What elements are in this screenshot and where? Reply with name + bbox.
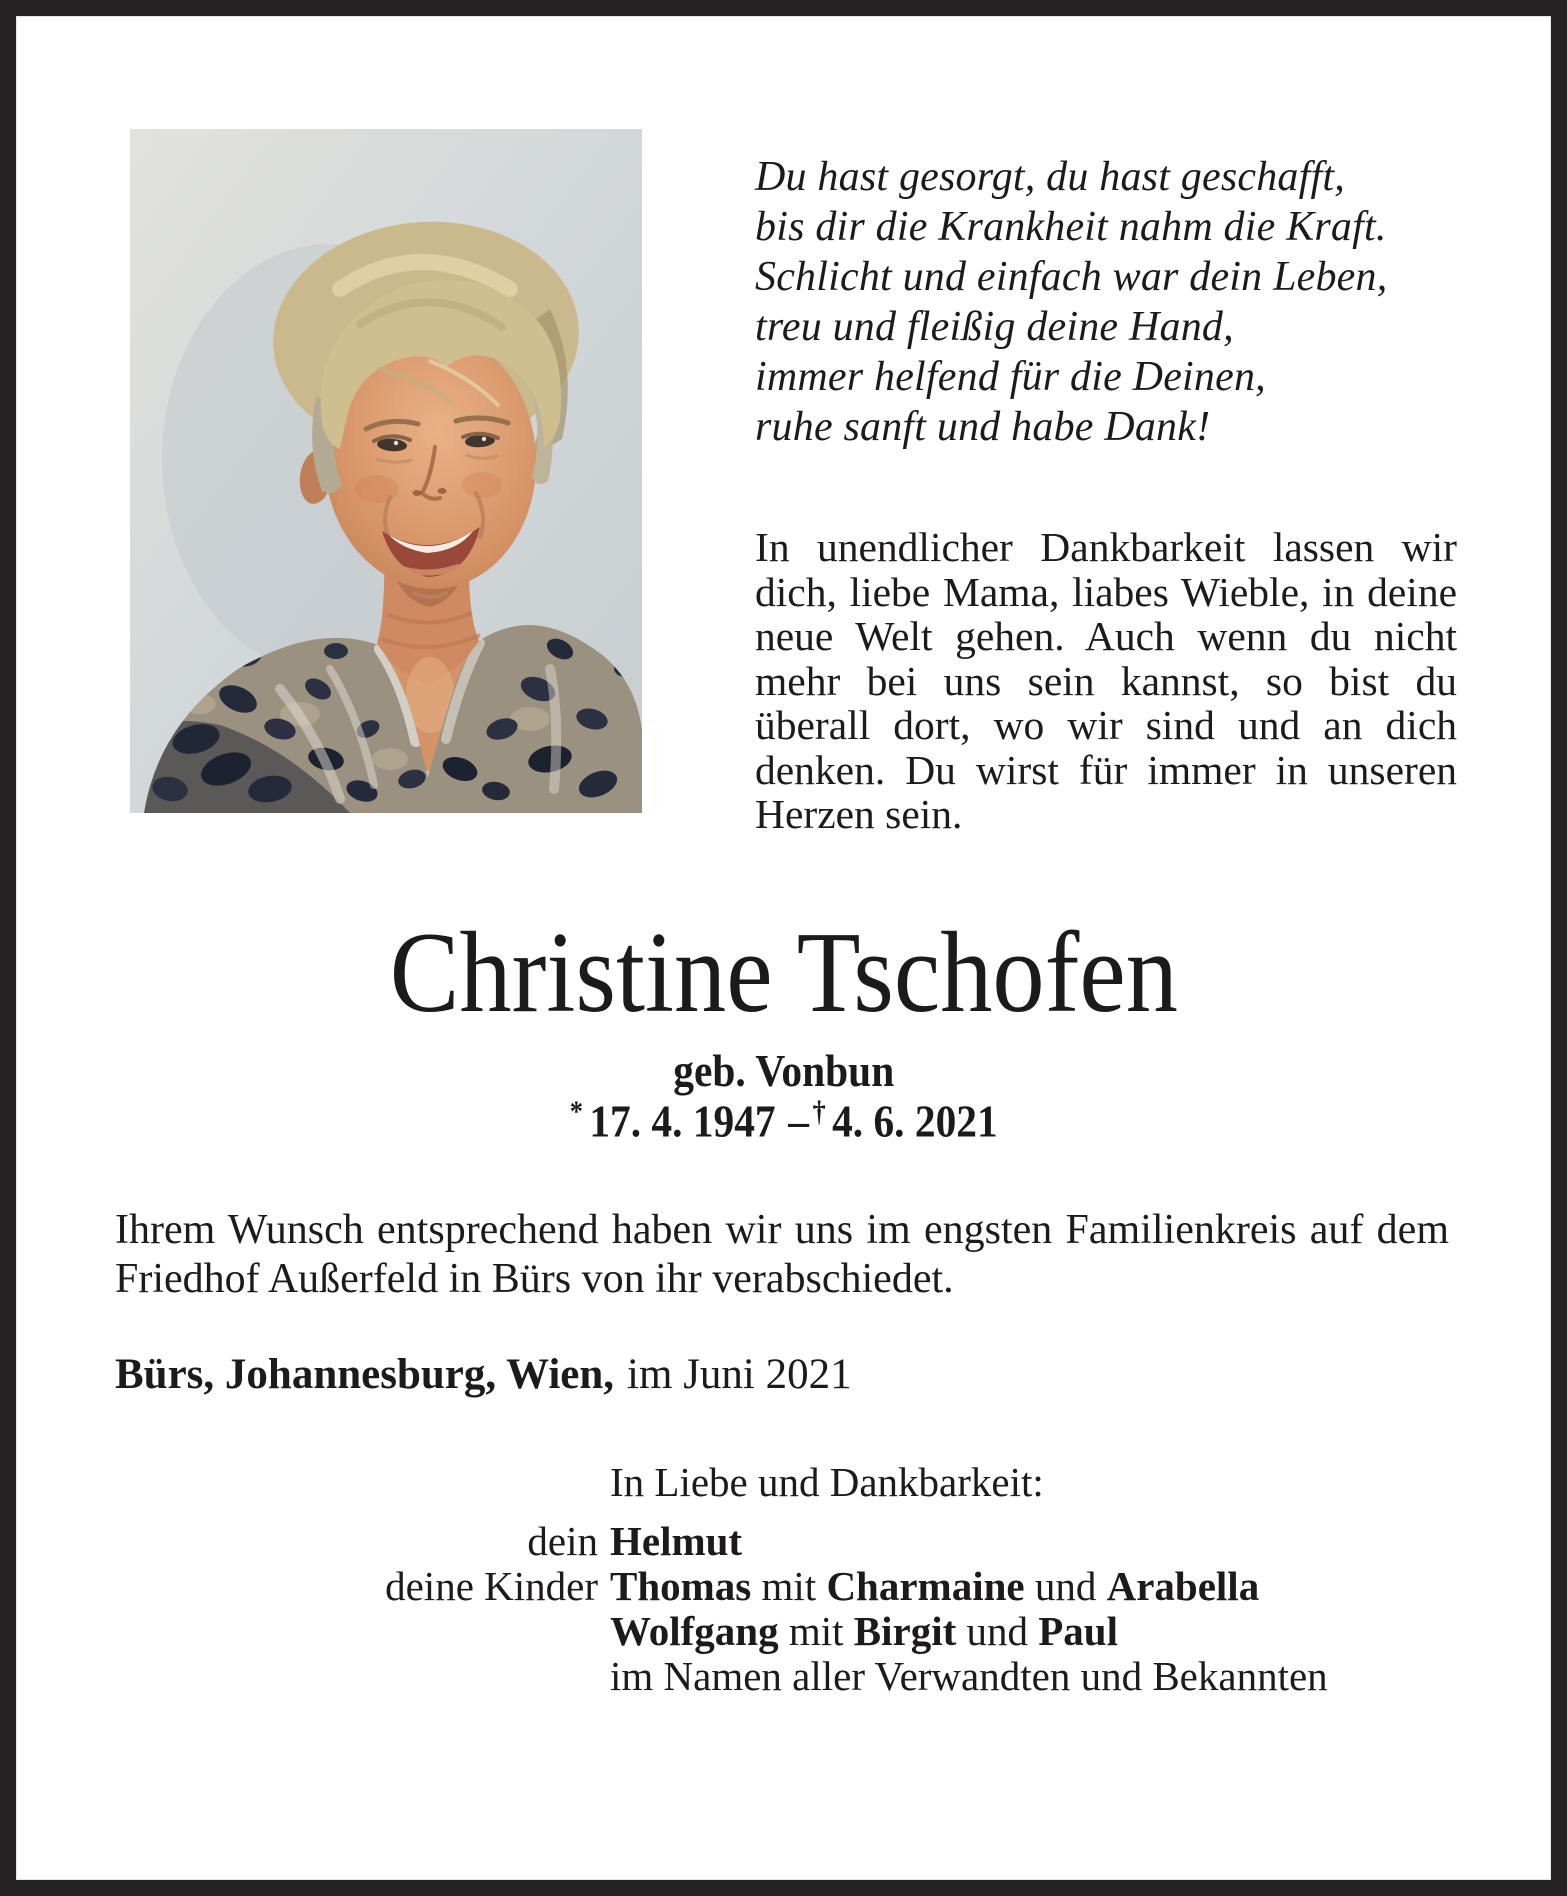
mourner-label: deine Kinder	[385, 1563, 598, 1609]
closing-block	[115, 1460, 1475, 1699]
mourner-label	[115, 1654, 598, 1699]
maiden-name-text: geb. Vonbun	[673, 1045, 894, 1096]
poem-line: Schlicht und einfach war dein Leben,	[755, 254, 1388, 300]
closing-intro: In Liebe und Dankbarkeit:	[610, 1459, 1044, 1505]
mourner-names: Helmut	[610, 1518, 743, 1564]
death-cross-symbol: †	[812, 1096, 826, 1128]
poem-line: ruhe sanft und habe Dank!	[755, 404, 1211, 450]
mourner-row	[115, 1564, 1475, 1609]
date-text: im Juni 2021	[627, 1351, 852, 1398]
birth-star-symbol: *	[569, 1096, 583, 1128]
mourner-names: im Namen aller Verwandten und Bekannten	[610, 1653, 1328, 1699]
mourner-names: Wolfgang mit Birgit und Paul	[610, 1608, 1119, 1654]
memorial-poem	[755, 152, 1475, 452]
death-date: 4. 6. 2021	[831, 1095, 998, 1147]
mourner-names: Thomas mit Charmaine und Arabella	[610, 1563, 1260, 1609]
maiden-name	[16, 1046, 1551, 1097]
mourner-label	[115, 1609, 598, 1654]
mourner-label: dein	[527, 1518, 598, 1564]
closing-intro-row	[115, 1460, 1475, 1505]
portrait-photo-illustration	[130, 129, 642, 813]
life-dates	[16, 1096, 1551, 1147]
deceased-name-text: Christine Tschofen	[389, 909, 1178, 1037]
birth-date: 17. 4. 1947	[589, 1095, 776, 1147]
farewell-paragraph: Ihrem Wunsch entsprechend haben wir uns im engsten Familienkreis auf dem Friedhof Außerfeld in Bürs von ihr verabschiedet.	[115, 1207, 1449, 1302]
portrait-photo	[130, 129, 642, 813]
poem-line: Du hast gesorgt, du hast geschafft,	[755, 154, 1345, 200]
closing-label	[115, 1460, 598, 1505]
place-date-line	[115, 1350, 1449, 1399]
poem-line: bis dir die Krankheit nahm die Kraft.	[755, 204, 1387, 250]
deceased-name	[16, 909, 1551, 1037]
tribute-paragraph: In unendlicher Dankbarkeit lassen wir dich, liebe Mama, liabes Wieble, in deine neue Welt gehen. Auch wenn du nicht mehr bei uns sein kannst, so bist du überall dort, wo wir sind und an dich denken. Du wirst für immer in unseren Herzen sein.	[755, 524, 1457, 837]
places-text: Bürs, Johannesburg, Wien,	[115, 1351, 615, 1398]
dates-separator-dash: –	[788, 1095, 809, 1147]
poem-line: treu und fleißig deine Hand,	[755, 304, 1234, 350]
mourner-row	[115, 1654, 1475, 1699]
poem-line: immer helfend für die Deinen,	[755, 354, 1266, 400]
mourner-row	[115, 1519, 1475, 1564]
mourner-row	[115, 1609, 1475, 1654]
